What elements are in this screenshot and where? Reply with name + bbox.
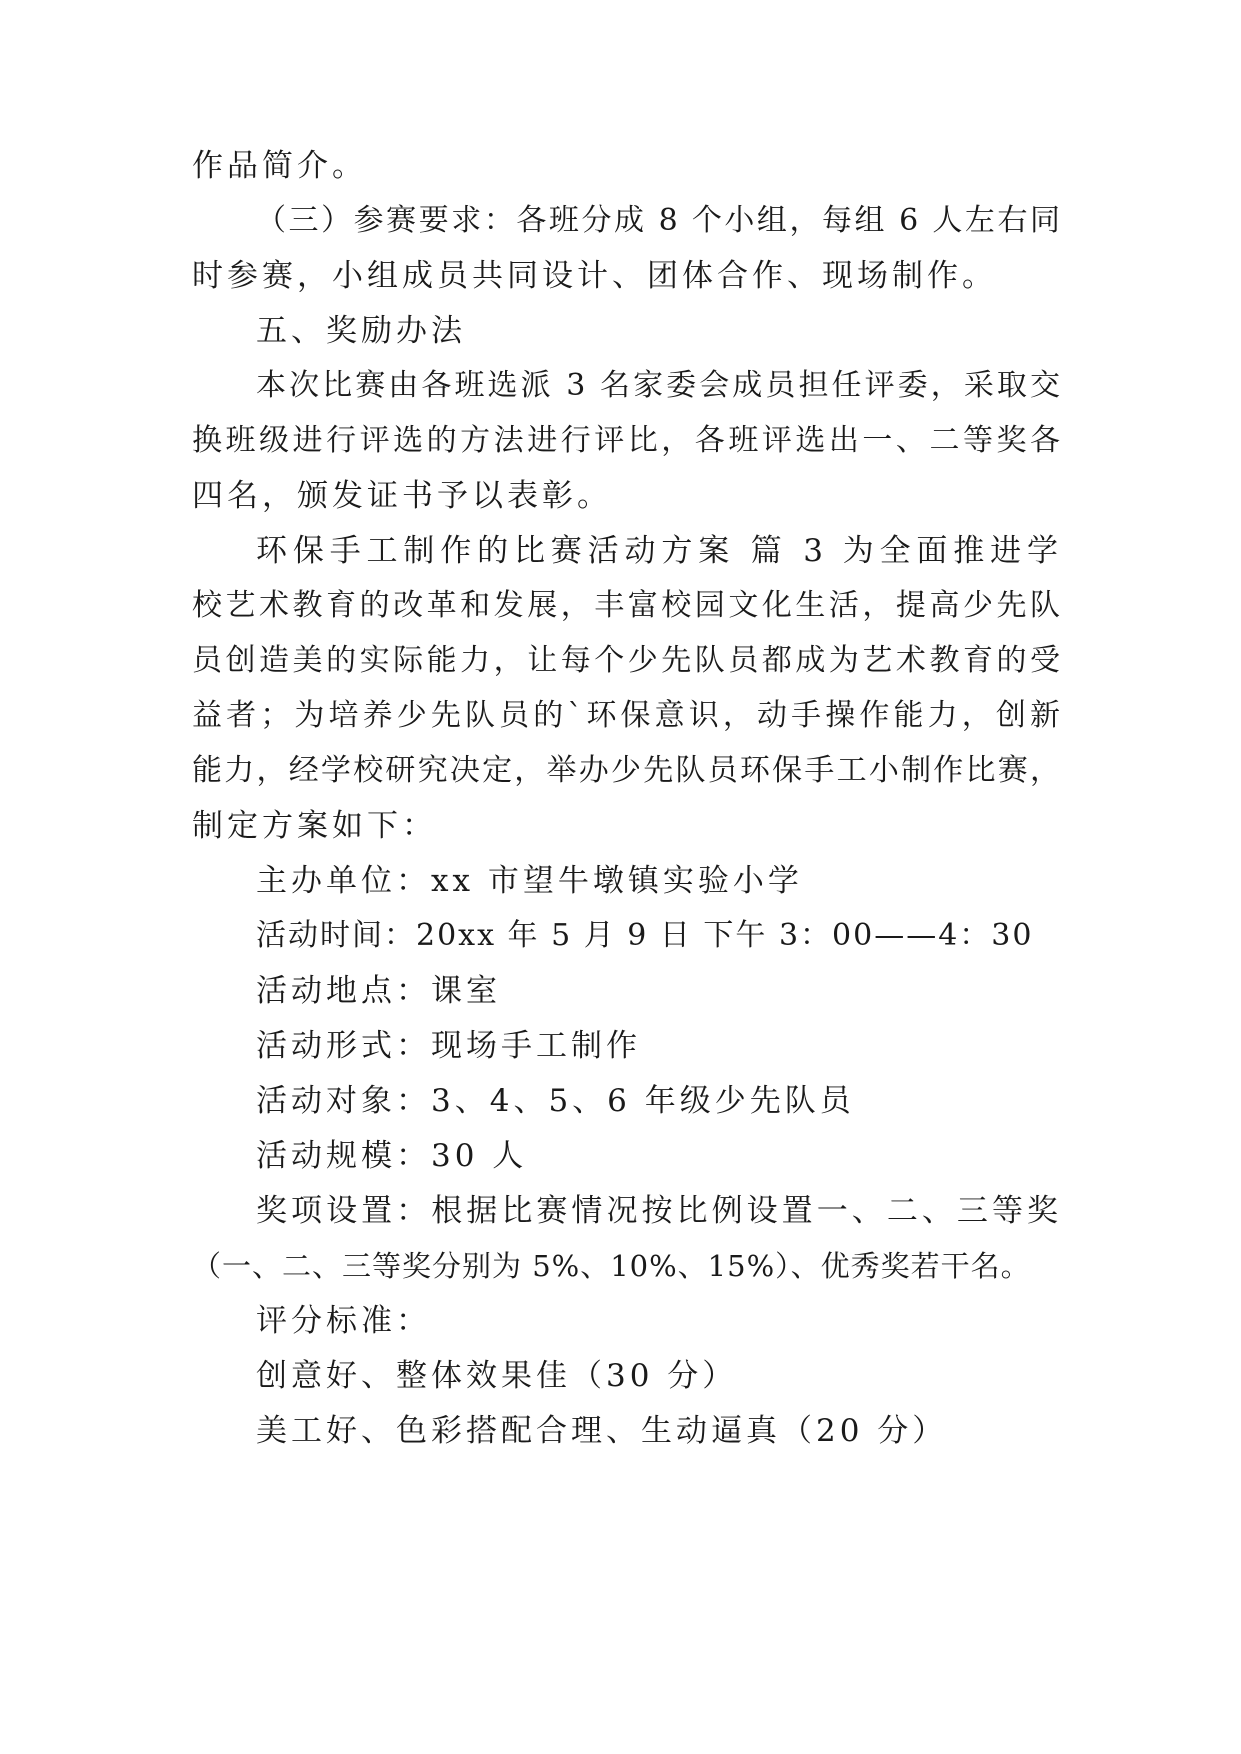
text-line-plan-3-body: 校艺术教育的改革和发展，丰富校园文化生活，提高少先队 — [192, 588, 1062, 623]
text-line-activity-target: 活动对象：3、4、5、6 年级少先队员 — [256, 1083, 855, 1119]
text-line-judging: 本次比赛由各班选派 3 名家委会成员担任评委，采取交 — [256, 368, 1062, 403]
text-line-participation-requirements: （三）参赛要求：各班分成 8 个小组，每组 6 人左右同 — [256, 203, 1062, 238]
text-line-judging-end: 四名，颁发证书予以表彰。 — [192, 478, 612, 514]
text-line-plan-3-body-end: 制定方案如下： — [192, 808, 437, 844]
text-line-organizer: 主办单位：xx 市望牛墩镇实验小学 — [256, 863, 803, 899]
text-line-plan-3-body: 能力，经学校研究决定，举办少先队员环保手工小制作比赛， — [192, 753, 1062, 788]
text-line-plan-3-title: 环保手工制作的比赛活动方案 篇 3 为全面推进学 — [256, 533, 1062, 569]
text-line-activity-scale: 活动规模：30 人 — [256, 1138, 528, 1174]
text-line-scoring-heading: 评分标准： — [256, 1303, 431, 1339]
text-line-continuation: 作品简介。 — [192, 148, 367, 184]
text-line-scoring-creativity: 创意好、整体效果佳（30 分） — [256, 1358, 738, 1394]
text-line-participation-requirements-cont: 时参赛，小组成员共同设计、团体合作、现场制作。 — [192, 258, 997, 294]
text-line-judging-cont: 换班级进行评选的方法进行评比，各班评选出一、二等奖各 — [192, 423, 1062, 458]
text-line-activity-form: 活动形式：现场手工制作 — [256, 1028, 641, 1064]
text-line-plan-3-body: 员创造美的实际能力，让每个少先队员都成为艺术教育的受 — [192, 643, 1062, 678]
text-line-plan-3-body: 益者；为培养少先队员的`环保意识，动手操作能力，创新 — [192, 698, 1062, 733]
text-line-awards-cont: （一、二、三等奖分别为 5%、10%、15%）、优秀奖若干名。 — [192, 1249, 1031, 1283]
text-line-activity-location: 活动地点：课室 — [256, 973, 501, 1009]
text-line-activity-time: 活动时间：20xx 年 5 月 9 日 下午 3：00——4：30 — [256, 918, 1034, 953]
text-line-scoring-artwork: 美工好、色彩搭配合理、生动逼真（20 分） — [256, 1413, 948, 1449]
section-heading-rewards: 五、奖励办法 — [256, 313, 466, 349]
text-line-awards: 奖项设置：根据比赛情况按比例设置一、二、三等奖 — [256, 1193, 1062, 1229]
